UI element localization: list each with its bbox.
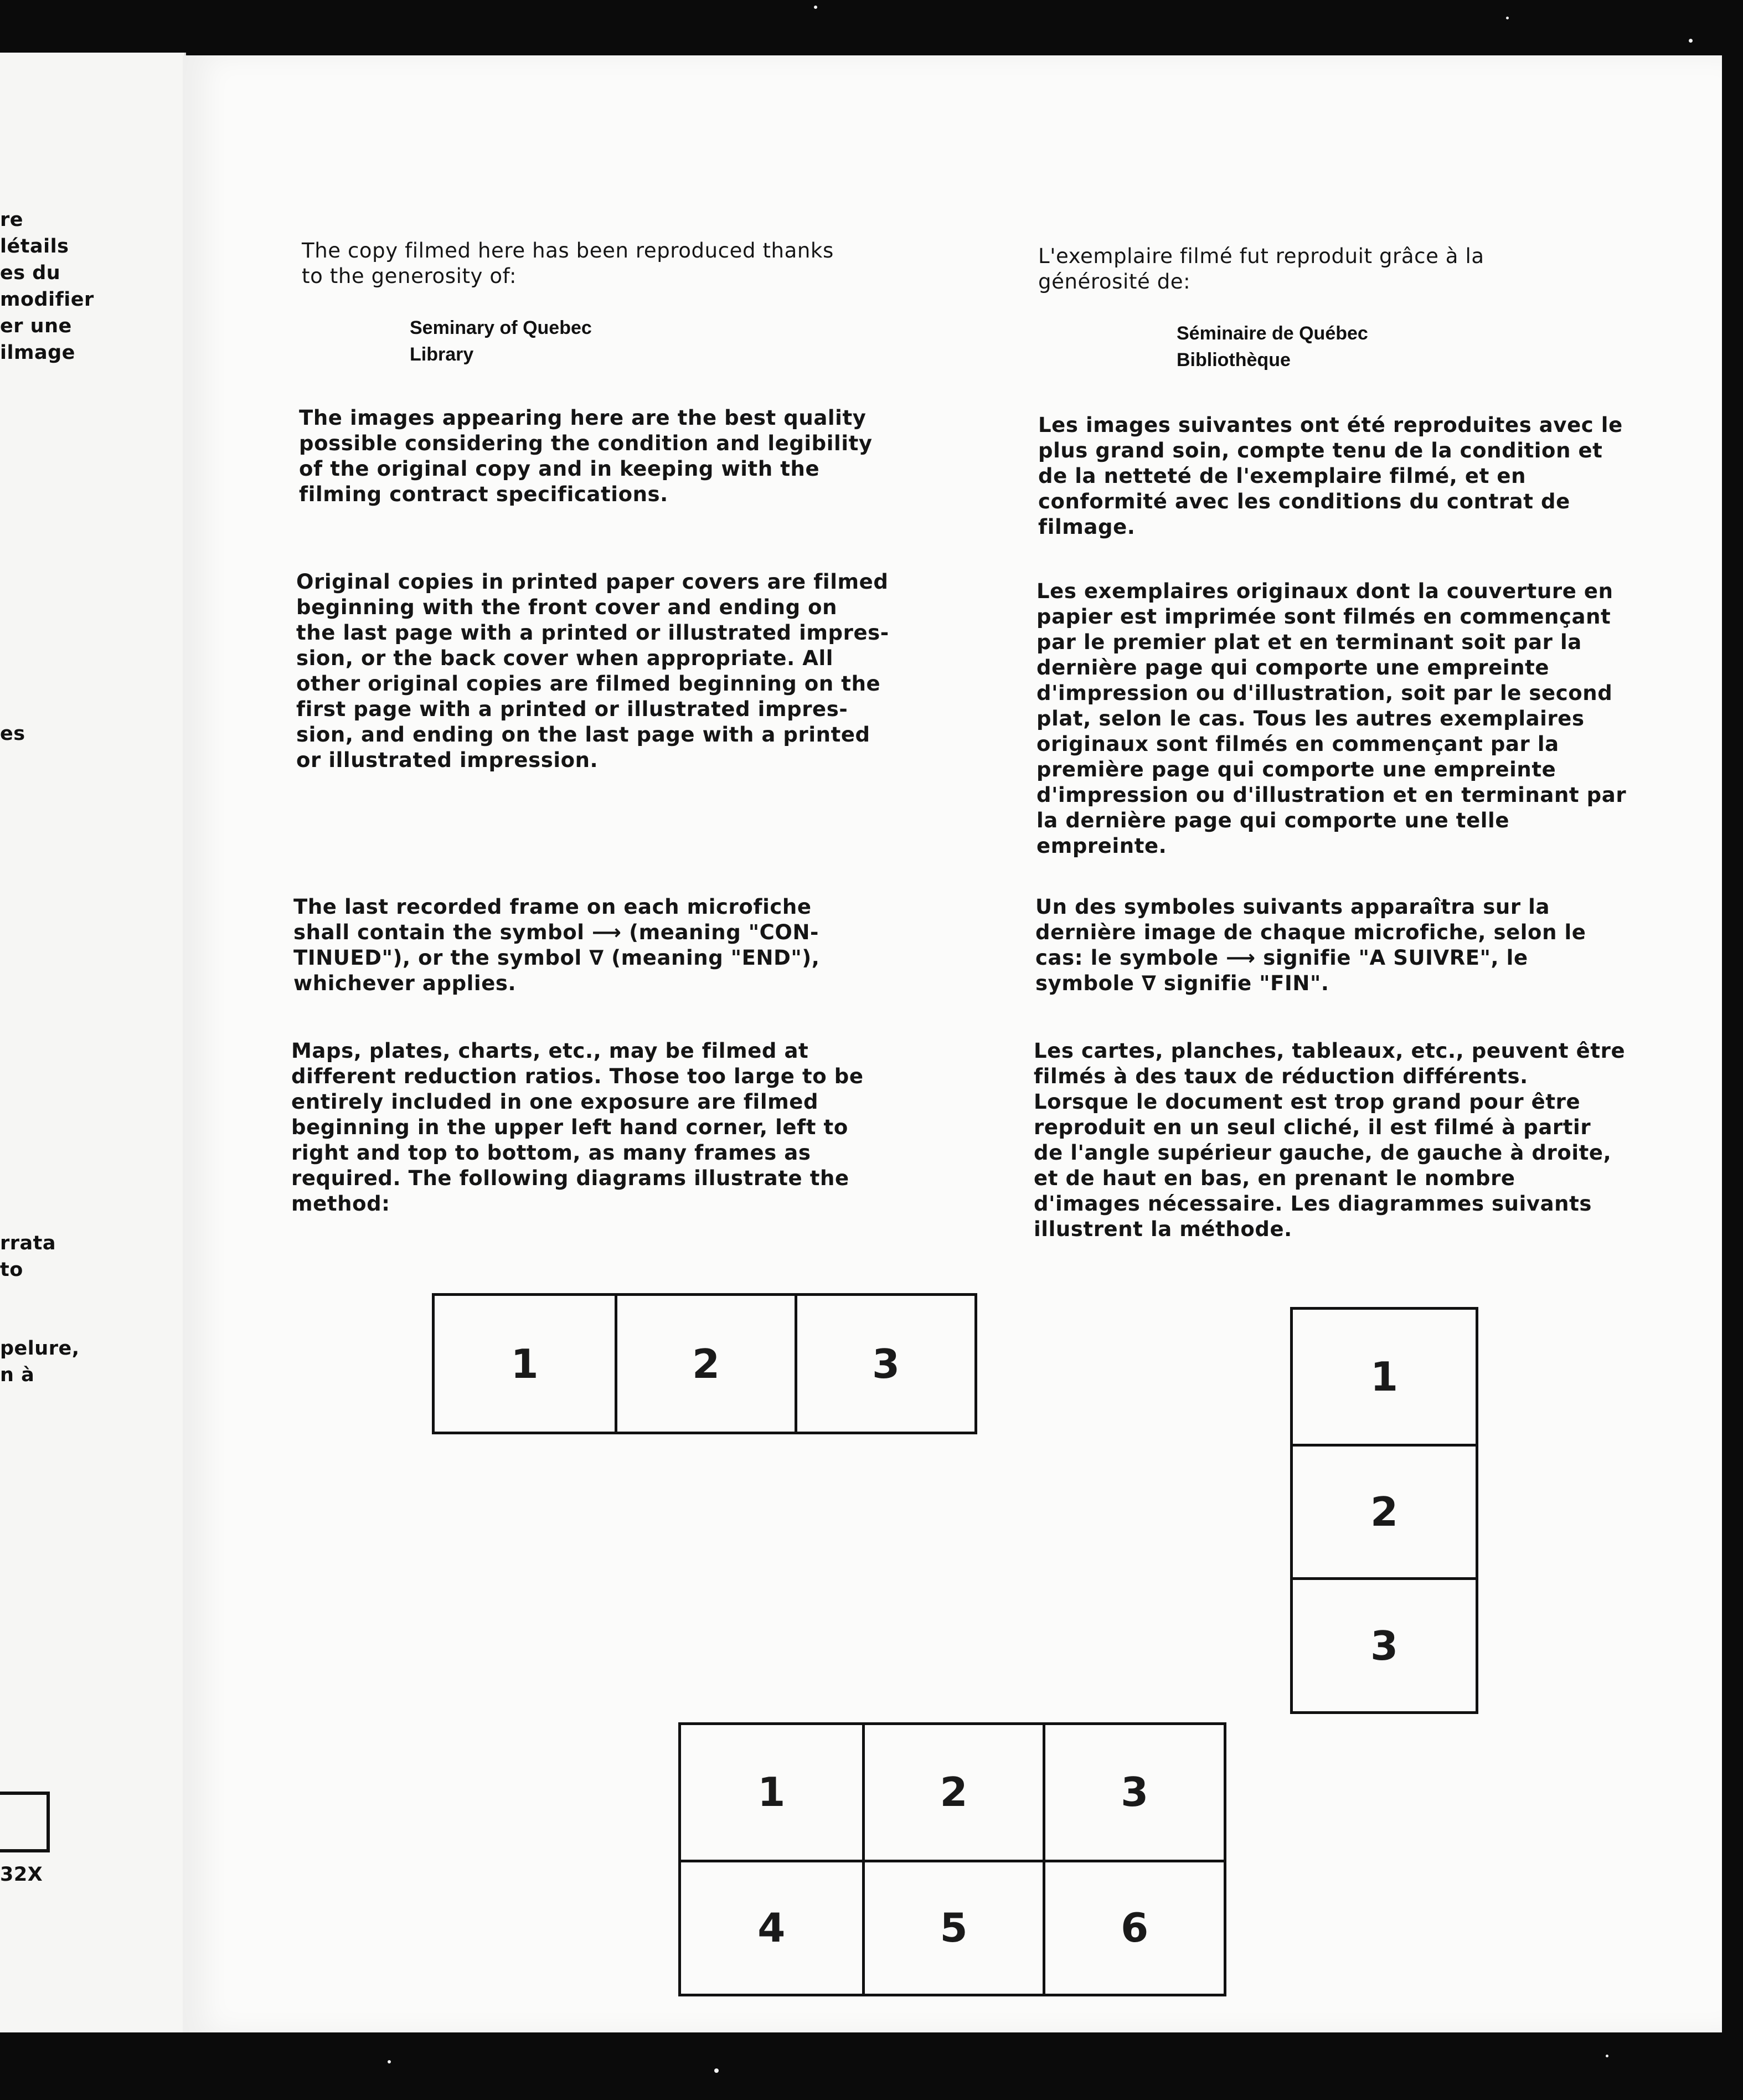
english-maps-line: required. The following diagrams illustrate the [291, 1166, 849, 1190]
english-maps-line: Maps, plates, charts, etc., may be filmed at [291, 1039, 809, 1063]
english-intro [302, 238, 834, 289]
frame-cell: 3 [1043, 1725, 1224, 1860]
frame-cell: 2 [1293, 1444, 1476, 1578]
french-quality-line: filmage. [1038, 515, 1136, 539]
english-symbols-line: shall contain the symbol ⟶ (meaning "CON- [293, 920, 819, 944]
french-maps-line: illustrent la méthode. [1034, 1217, 1292, 1241]
english-maps-line: right and top to bottom, as many frames as [291, 1141, 811, 1165]
frame-cell: 1 [510, 1340, 539, 1387]
frame-cell: 2 [862, 1725, 1043, 1860]
english-symbols-line: TINUED"), or the symbol ∇ (meaning "END"), [293, 946, 820, 970]
english-quality-line: possible considering the condition and legibility [299, 431, 873, 455]
french-symbols-line: cas: le symbole ⟶ signifie "A SUIVRE", le [1035, 946, 1528, 970]
french-intro [1038, 244, 1484, 295]
english-originals-line: or illustrated impression. [296, 748, 599, 772]
english-originals-line: the last page with a printed or illustrated impres- [296, 621, 889, 645]
english-symbols-line: The last recorded frame on each microfiche [293, 895, 812, 919]
french-originals-line: d'impression ou d'illustration, soit par le second [1036, 681, 1613, 705]
english-symbols-paragraph [293, 894, 819, 996]
english-quality-line: filming contract specifications. [299, 482, 668, 506]
french-originals-line: empreinte. [1036, 834, 1167, 858]
reduction-scale-box [0, 1792, 50, 1852]
french-maps-line: d'images nécessaire. Les diagrammes suivants [1034, 1192, 1592, 1216]
left-page-line: létails [0, 235, 69, 258]
french-originals-line: d'impression ou d'illustration et en terminant par [1036, 783, 1627, 807]
english-originals-paragraph [296, 569, 889, 773]
english-quality-line: of the original copy and in keeping with the [299, 457, 820, 481]
french-maps-line: Lorsque le document est trop grand pour être [1034, 1090, 1581, 1114]
french-quality-line: plus grand soin, compte tenu de la condition et [1038, 439, 1603, 462]
french-quality-paragraph [1038, 413, 1623, 540]
french-maps-line: filmés à des taux de réduction différents. [1034, 1064, 1528, 1088]
left-page-line: modifier [0, 289, 94, 311]
english-library-name [410, 315, 592, 368]
french-originals-line: Les exemplaires originaux dont la couverture en [1036, 579, 1613, 603]
dust-speck [1606, 2055, 1608, 2057]
dust-speck [388, 2060, 391, 2063]
frame-cell: 2 [615, 1296, 795, 1432]
french-maps-line: reproduit en un seul cliché, il est filmé à partir [1034, 1115, 1591, 1139]
frame-cell: 5 [862, 1860, 1043, 1994]
english-originals-line: Original copies in printed paper covers are filmed [296, 570, 889, 594]
french-originals-line: plat, selon le cas. Tous les autres exemplaires [1036, 707, 1585, 730]
french-maps-line: de l'angle supérieur gauche, de gauche à droite, [1034, 1141, 1612, 1165]
english-intro-line: to the generosity of: [302, 264, 517, 288]
left-page-line: ilmage [0, 342, 75, 364]
english-maps-line: entirely included in one exposure are filmed [291, 1090, 819, 1114]
english-intro-line: The copy filmed here has been reproduced thanks [302, 239, 834, 262]
french-quality-line: conformité avec les conditions du contrat de [1038, 490, 1570, 513]
frame-cell: 6 [1043, 1860, 1224, 1994]
french-symbols-line: symbole ∇ signifie "FIN". [1035, 971, 1329, 995]
french-originals-line: dernière page qui comporte une empreinte [1036, 656, 1550, 680]
frame-cell: 4 [681, 1860, 862, 1994]
english-quality-paragraph [299, 405, 873, 507]
french-symbols-line: dernière image de chaque microfiche, selon le [1035, 920, 1586, 944]
frame-cell: 3 [1293, 1577, 1476, 1711]
french-maps-line: Les cartes, planches, tableaux, etc., peuvent être [1034, 1039, 1626, 1063]
english-originals-line: beginning with the front cover and ending on [296, 595, 838, 619]
left-page-line: es du [0, 262, 61, 284]
english-maps-line: different reduction ratios. Those too large to be [291, 1064, 864, 1088]
english-originals-line: other original copies are filmed beginning on the [296, 672, 881, 696]
french-maps-paragraph [1034, 1038, 1625, 1242]
french-originals-line: première page qui comporte une empreinte [1036, 758, 1556, 781]
french-symbols-line: Un des symboles suivants apparaîtra sur la [1035, 895, 1550, 919]
english-symbols-line: whichever applies. [293, 971, 517, 995]
english-library-line: Seminary of Quebec [410, 317, 592, 338]
french-quality-line: Les images suivantes ont été reproduites avec le [1038, 413, 1623, 437]
left-page-line: rrata [0, 1232, 56, 1254]
left-page-line: er une [0, 315, 72, 337]
reduction-scale-label: 32X [0, 1864, 43, 1886]
french-quality-line: de la netteté de l'exemplaire filmé, et en [1038, 464, 1527, 488]
french-originals-line: originaux sont filmés en commençant par la [1036, 732, 1559, 756]
left-page-line: es [0, 723, 25, 745]
english-maps-line: beginning in the upper left hand corner, left to [291, 1115, 848, 1139]
french-library-line: Bibliothèque [1177, 349, 1291, 370]
dust-speck [714, 2068, 719, 2073]
left-page-line: n à [0, 1364, 35, 1386]
english-originals-line: sion, or the back cover when appropriate. All [296, 646, 834, 670]
english-maps-paragraph [291, 1038, 864, 1217]
dust-speck [814, 6, 817, 9]
left-page-line: re [0, 209, 23, 231]
english-originals-line: sion, and ending on the last page with a printed [296, 723, 870, 747]
frame-cell: 3 [795, 1296, 974, 1432]
french-originals-paragraph [1036, 579, 1626, 859]
french-originals-line: par le premier plat et en terminant soit par la [1036, 630, 1582, 654]
dust-speck [1689, 39, 1693, 43]
left-page-line: pelure, [0, 1337, 80, 1360]
diagram-horizontal-frames [432, 1293, 977, 1434]
diagram-grid-frames [678, 1722, 1226, 1996]
english-originals-line: first page with a printed or illustrated impres- [296, 697, 848, 721]
french-originals-line: papier est imprimée sont filmés en commençant [1036, 605, 1611, 629]
french-library-name [1177, 320, 1368, 373]
french-intro-line: générosité de: [1038, 270, 1191, 294]
left-page-line: to [0, 1259, 23, 1281]
french-originals-line: la dernière page qui comporte une telle [1036, 809, 1510, 832]
french-intro-line: L'exemplaire filmé fut reproduit grâce à la [1038, 244, 1484, 268]
french-symbols-paragraph [1035, 894, 1586, 996]
frame-cell: 1 [1370, 1353, 1399, 1400]
english-maps-line: method: [291, 1192, 390, 1216]
left-partial-page [0, 53, 186, 2032]
english-quality-line: The images appearing here are the best quality [299, 406, 867, 430]
frame-cell: 1 [757, 1769, 786, 1816]
dust-speck [1506, 17, 1509, 19]
french-maps-line: et de haut en bas, en prenant le nombre [1034, 1166, 1515, 1190]
diagram-vertical-frames [1290, 1307, 1478, 1714]
french-library-line: Séminaire de Québec [1177, 323, 1368, 344]
english-library-line: Library [410, 344, 474, 365]
